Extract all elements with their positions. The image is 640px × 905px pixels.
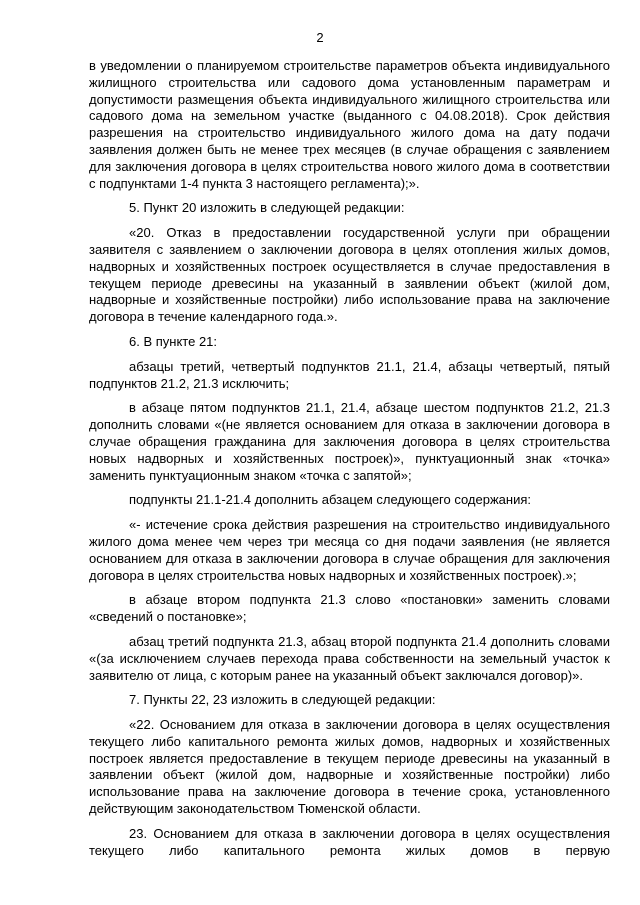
paragraph-exclude: абзацы третий, четвертый подпунктов 21.1, 21.4, абзацы четвертый, пятый подпунктов 21.2, 21.3 исключить; (89, 358, 610, 391)
paragraph-item-6: 6. В пункте 21: (129, 333, 218, 349)
paragraph-ownership-exception: абзац третий подпункта 21.3, абзац второй подпункта 21.4 дополнить словами «(за исключением случаев перехода права собственности на земельный участок к заявителю от лица, с которым ранее на указанный объект заключался договор)». (89, 633, 610, 683)
paragraph-clause-22: «22. Основанием для отказа в заключении договора в целях осуществления текущего либо капитального ремонта жилых домов, надворных и хозяйственных построек является предоставление в текущем периоде древесины на указанный в заявлении объект (жилой дом, надворные и хозяйственные постройки) либо использование права на заключение договора в течение срока, установленного действующим законодательством Тюменской области. (89, 717, 610, 817)
paragraph-replace-word: в абзаце втором подпункта 21.3 слово «постановки» заменить словами «сведений о постановке»; (89, 592, 610, 625)
paragraph-item-5: 5. Пункт 20 изложить в следующей редакции: (129, 200, 405, 216)
paragraph-supplement-intro: подпункты 21.1-21.4 дополнить абзацем следующего содержания: (129, 492, 531, 508)
paragraph-continuation: в уведомлении о планируемом строительстве параметров объекта индивидуального жилищного строительства или садового дома установленным параметрам и допустимости размещения объекта индивидуального жилищного строительства или садового дома на земельном участке (выданного с 04.08.2018). Срок действия разрешения на строительство индивидуального жилого дома на дату подачи заявления должен быть не менее трех месяцев (в случае обращения с заявлением для заключения договора в целях строительства нового жилого дома в соответствии с подпунктами 1-4 пункта 3 настоящего регламента);». (89, 58, 610, 191)
page-number: 2 (316, 30, 324, 45)
paragraph-clause-20: «20. Отказ в предоставлении государственной услуги при обращении заявителя с заявлением о заключении договора в целях отопления жилых домов, надворных и хозяйственных построек осуществляется в случае предоставления в текущем периоде древесины на указанный в заявлении объект (жилой дом, надворные и хозяйственные постройки) либо использование права на заключение договора в течение календарного года.». (89, 225, 610, 325)
paragraph-expiry-clause: «- истечение срока действия разрешения на строительство индивидуального жилого дома менее чем через три месяца со дня подачи заявления (не является основанием для отказа в заключении договора в случае обращения для заключения договора в целях строительства новых надворных и хозяйственных построек).»; (89, 517, 610, 583)
paragraph-supplement-words: в абзаце пятом подпунктов 21.1, 21.4, абзаце шестом подпунктов 21.2, 21.3 дополнить словами «(не является основанием для отказа в заключении договора в случае обращения гражданина для заключения договора в целях строительства новых надворных и хозяйственных построек)», пунктуационный знак «точка» заменить пунктуационным знаком «точка с запятой»; (89, 400, 610, 483)
document-body (89, 58, 610, 859)
paragraph-item-7: 7. Пункты 22, 23 изложить в следующей редакции: (129, 692, 436, 708)
paragraph-clause-23: 23. Основанием для отказа в заключении договора в целях осуществления текущего либо капитального ремонта жилых домов в первую (89, 825, 610, 858)
